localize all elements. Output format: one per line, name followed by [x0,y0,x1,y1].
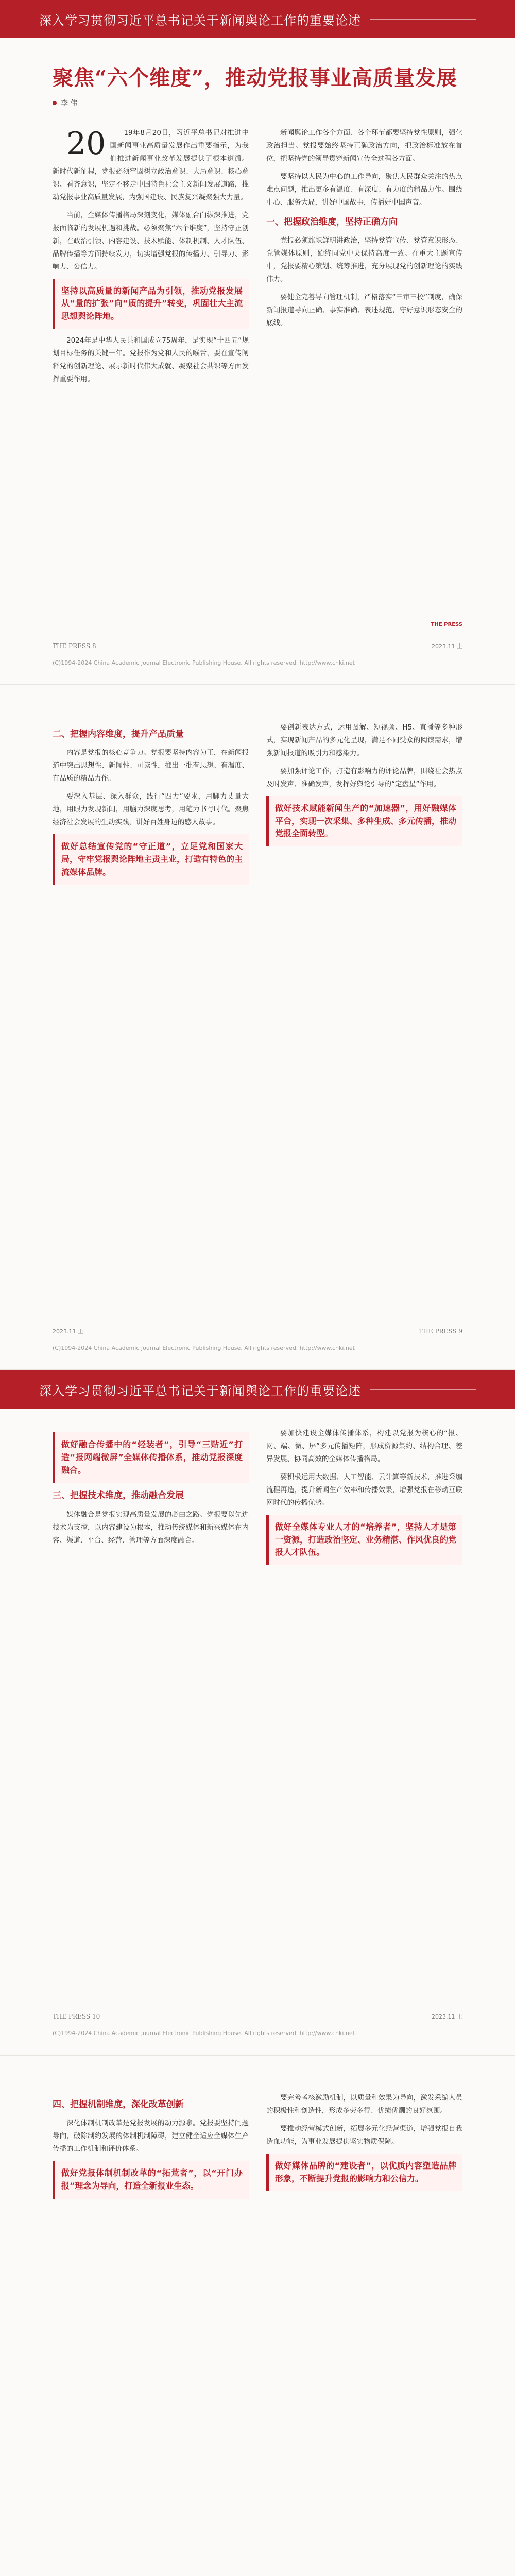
column-2 [266,1427,462,1990]
article-title: 聚焦“六个维度”，推动党报事业高质量发展 [53,66,458,90]
callout-box: 做好技术赋能新闻生产的“加速器”，用好融媒体平台，实现一次采集、多种生成、多元传播，推动党报全面转型。 [266,796,462,846]
section-heading: 二、把握内容维度，提升产品质量 [53,729,184,739]
author-name: 李 伟 [61,99,78,108]
callout-box: 做好融合传播中的“轻装者”，引导“三贴近”打造“报网端微屏”全媒体传播体系，推动党报深度融合。 [53,1432,249,1483]
article-columns [53,2092,462,2576]
paragraph: 当前，全媒体传播格局深刻变化，媒体融合向纵深推进，党报面临新的发展机遇和挑战。必须聚焦“六个维度”，坚持守正创新，在政治引领、内容建设、技术赋能、体制机制、人才队伍、品牌传播等方面持续发力，切实增强党报的传播力、引导力、影响力、公信力。 [53,211,249,271]
paragraph [53,127,249,204]
callout-box: 坚持以高质量的新闻产品为引领，推动党报发展从“量的扩张”向“质的提升”转变，巩固壮大主流思想舆论阵地。 [53,279,249,329]
issue-date: 2023.11 上 [53,1328,83,1335]
paragraph: 要健全完善导向管理机制，严格落实“三审三校”制度，确保新闻报道导向正确、事实准确、表述规范，守好意识形态安全的底线。 [266,293,462,328]
callout-box: 做好全媒体专业人才的“培养者”，坚持人才是第一资源，打造政治坚定、业务精湛、作风优良的党报人才队伍。 [266,1515,462,1565]
issue-date: 2023.11 上 [432,643,462,650]
author-line [53,98,77,108]
section-heading: 四、把握机制维度，深化改革创新 [53,2099,184,2110]
callout-box: 做好媒体品牌的“建设者”，以优质内容塑造品牌形象，不断提升党报的影响力和公信力。 [266,2154,462,2192]
press-logo: THE PRESS [431,622,462,628]
page-footer [0,2005,515,2055]
author-dot-icon [53,101,57,105]
paragraph: 2024年是中华人民共和国成立75周年，是实现“十四五”规划目标任务的关键一年。党报作为党和人民的喉舌，要在宣传阐释党的创新理论、展示新时代伟大成就、凝聚社会共识等方面发挥重要作用。 [53,336,249,383]
column-1 [53,721,249,1304]
paragraph: 要积极运用大数据、人工智能、云计算等新技术，推进采编流程再造，提升新闻生产效率和传播效果，增强党报在移动互联网时代的传播优势。 [266,1472,462,1507]
paragraph: 要完善考核激励机制，以质量和效果为导向，激发采编人员的积极性和创造性，形成多劳多得、优绩优酬的良好氛围。 [266,2094,462,2115]
footer-meta [53,642,462,650]
paragraph: 媒体融合是党报实现高质量发展的必由之路。党报要以先进技术为支撑，以内容建设为根本，推动传统媒体和新兴媒体在内容、渠道、平台、经营、管理等方面深度融合。 [53,1510,249,1545]
page-footer [0,1320,515,1369]
page-4 [0,2056,515,2576]
column-2 [266,2092,462,2576]
paragraph: 要加快建设全媒体传播体系，构建以党报为核心的“报、网、端、微、屏”多元传播矩阵，形成资源集约、结构合理、差异发展、协同高效的全媒体传播格局。 [266,1429,462,1463]
callout-box: 做好总结宣传党的“守正道”，立足党和国家大局，守牢党报舆论阵地主责主业，打造有特色的主流媒体品牌。 [53,834,249,885]
section-heading: 一、把握政治维度，坚持正确方向 [266,216,398,227]
section-heading: 三、把握技术维度，推动融合发展 [53,1490,184,1501]
copyright-text: (C)1994-2024 China Academic Journal Electronic Publishing House. All rights reserved. http://www.cnki.net [53,1345,355,1351]
paragraph: 要深入基层、深入群众，践行“四力”要求，用脚力丈量大地，用眼力发现新闻，用脑力深度思考，用笔力书写时代。聚焦经济社会发展的生动实践，讲好百姓身边的感人故事。 [53,792,249,827]
paragraph: 深化体制机制改革是党报发展的动力源泉。党报要坚持问题导向，破除制约发展的体制机制障碍，建立健全适应全媒体生产传播的工作机制和评价体系。 [53,2119,249,2154]
page-content [35,2056,480,2576]
page-number: THE PRESS 10 [53,2013,100,2020]
paragraph: 内容是党报的核心竞争力。党报要坚持内容为王，在新闻报道中突出思想性、新闻性、可读性，推出一批有思想、有温度、有品质的精品力作。 [53,749,249,783]
header-text: 深入学习贯彻习近平总书记关于新闻舆论工作的重要论述 [39,13,361,28]
dropcap: 20 [66,126,106,162]
article-columns [53,127,462,619]
paragraph: 要创新表达方式，运用图解、短视频、H5、直播等多种形式，实现新闻产品的多元化呈现，满足不同受众的阅读需求，增强新闻报道的吸引力和感染力。 [266,723,462,757]
paragraph-text: 19年8月20日，习近平总书记对推进中国新闻事业高质量发展作出重要指示，为我们推进新闻事业改革发展提供了根本遵循。新时代新征程，党报必须牢固树立政治意识、大局意识、核心意识、看齐意识，坚定不移走中国特色社会主义新闻发展道路，推动党报事业高质量发展，为强国建设、民族复兴凝聚强大力量。 [53,129,249,201]
footer-meta [53,2012,462,2021]
page-2 [0,685,515,1370]
paragraph: 要推动经营模式创新，拓展多元化经营渠道，增强党报自我造血功能，为事业发展提供坚实物质保障。 [266,2124,462,2146]
article-columns [53,1427,462,1990]
paragraph: 新闻舆论工作各个方面、各个环节都要坚持党性原则，强化政治担当。党报要始终坚持正确政治方向，把政治标准放在首位，把坚持党的领导贯穿新闻宣传全过程各方面。 [266,129,462,163]
paragraph: 要加强评论工作，打造有影响力的评论品牌，围绕社会热点及时发声、准确发声，发挥好舆论引导的“定盘星”作用。 [266,767,462,788]
column-1 [53,127,249,619]
header-text: 深入学习贯彻习近平总书记关于新闻舆论工作的重要论述 [39,1383,361,1398]
issue-date: 2023.11 上 [432,2013,462,2020]
copyright-text: (C)1994-2024 China Academic Journal Electronic Publishing House. All rights reserved. http://www.cnki.net [53,659,355,666]
page-1 [0,0,515,685]
article-columns [53,721,462,1304]
footer-meta [53,1327,462,1335]
page-number: THE PRESS 8 [53,642,96,650]
copyright-text: (C)1994-2024 China Academic Journal Electronic Publishing House. All rights reserved. http://www.cnki.net [53,2030,355,2037]
header-bar [0,0,515,38]
paragraph: 党报必须旗帜鲜明讲政治，坚持党管宣传、党管意识形态、党管媒体原则，始终同党中央保持高度一致。在重大主题宣传中，党报要精心策划、统筹推进，充分展现党的创新理论的实践伟力。 [266,236,462,284]
page-3 [0,1370,515,2056]
page-number: THE PRESS 9 [419,1328,462,1335]
page-content [35,1370,480,2055]
column-1 [53,1427,249,1990]
page-content [35,685,480,1369]
header-line [370,19,476,20]
page-footer [0,635,515,684]
paragraph: 要坚持以人民为中心的工作导向，聚焦人民群众关注的热点难点问题，推出更多有温度、有深度、有力度的精品力作。围绕中心、服务大局，讲好中国故事，传播好中国声音。 [266,172,462,207]
column-1 [53,2092,249,2576]
column-2 [266,127,462,619]
callout-box: 做好党报体制机制改革的“拓荒者”，以“开门办报”理念为导向，打造全新报业生态。 [53,2161,249,2199]
column-2 [266,721,462,1304]
